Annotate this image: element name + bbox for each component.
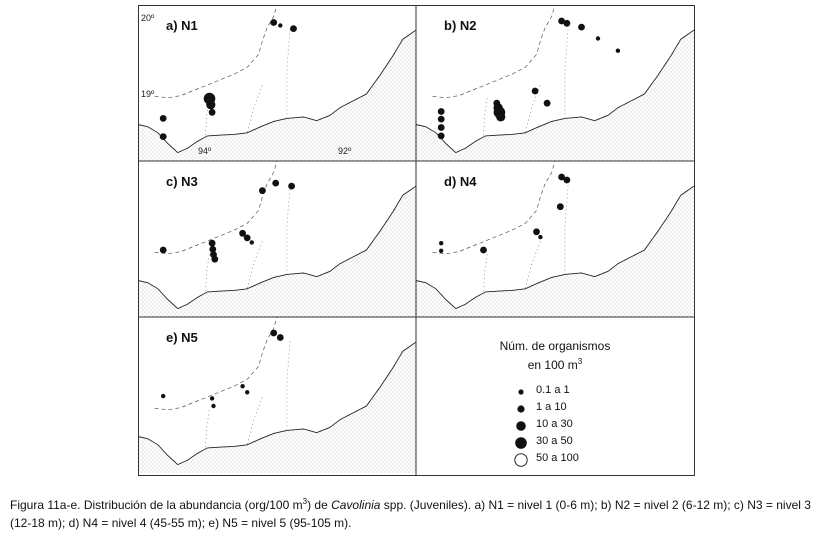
land-area <box>138 30 416 161</box>
legend-label: 0.1 a 1 <box>536 384 570 396</box>
panel-label: b) N2 <box>444 18 477 33</box>
station-marker <box>160 115 167 122</box>
station-marker <box>209 109 216 116</box>
station-marker <box>270 330 277 337</box>
legend-dot-large <box>514 436 528 450</box>
map-panel-n3 <box>138 161 416 317</box>
lon-label-92: 92º <box>338 146 352 156</box>
station-marker <box>538 235 542 239</box>
station-marker <box>259 187 266 194</box>
station-marker <box>438 124 445 131</box>
legend-label: 50 a 100 <box>536 452 579 464</box>
land-area <box>138 186 416 317</box>
station-marker <box>209 240 216 247</box>
legend <box>416 317 694 475</box>
station-marker <box>557 203 564 210</box>
transect-line <box>484 252 488 291</box>
caption-part1: Figura 11a-e. Distribución de la abundancia (org/100 m <box>10 498 303 512</box>
caption-part2: ) de <box>307 498 332 512</box>
lon-label-94: 94º <box>198 146 212 156</box>
station-marker <box>544 100 551 107</box>
land-area <box>416 186 694 317</box>
station-marker <box>288 183 295 190</box>
panel-label: a) N1 <box>166 18 198 33</box>
legend-title-line2 <box>416 354 694 373</box>
lat-label-20: 20º <box>141 13 155 23</box>
transect-line <box>287 28 290 119</box>
land-area <box>416 30 694 161</box>
map-panel-n4 <box>416 161 694 317</box>
station-marker <box>564 177 571 184</box>
caption-sup: 3 <box>302 497 308 506</box>
station-marker <box>161 394 165 398</box>
legend-dot-medium <box>514 419 528 433</box>
station-marker <box>439 249 443 253</box>
station-marker <box>578 24 585 31</box>
transect-line <box>206 252 210 291</box>
station-marker <box>278 23 282 27</box>
legend-label: 1 a 10 <box>536 401 567 413</box>
map-panel-n2 <box>416 5 694 161</box>
figure <box>138 5 694 475</box>
station-marker <box>244 235 251 242</box>
legend-dot-smallest <box>514 385 528 399</box>
station-marker <box>272 180 279 187</box>
station-marker <box>616 49 620 53</box>
legend-label: 30 a 50 <box>536 435 573 447</box>
legend-dot-small <box>514 402 528 416</box>
transect-line <box>287 340 290 431</box>
station-marker <box>438 116 445 123</box>
station-marker <box>211 256 218 263</box>
station-marker <box>496 112 505 121</box>
station-marker <box>160 133 167 140</box>
station-marker <box>277 334 284 341</box>
station-marker <box>438 108 445 115</box>
station-marker <box>206 100 215 109</box>
station-marker <box>211 404 215 408</box>
station-marker <box>270 19 277 26</box>
transect-line <box>565 184 568 275</box>
caption-genus: Cavolinia <box>331 498 381 512</box>
station-marker <box>250 240 254 244</box>
panel-label: c) N3 <box>166 174 198 189</box>
map-panel-n1 <box>138 5 416 161</box>
lat-label-19: 19º <box>141 89 155 99</box>
transect-line <box>287 184 290 275</box>
station-marker <box>290 25 297 32</box>
transect-line <box>565 28 568 119</box>
station-marker <box>533 228 540 235</box>
transect-line <box>247 241 262 288</box>
panel-label: e) N5 <box>166 330 198 345</box>
station-marker <box>438 133 445 140</box>
station-marker <box>160 247 167 254</box>
legend-label: 10 a 30 <box>536 418 573 430</box>
map-panel-n5 <box>138 317 416 473</box>
transect-line <box>484 96 488 135</box>
transect-line <box>247 85 262 132</box>
station-marker <box>439 241 443 245</box>
legend-title-line1: Núm. de organismos <box>499 339 611 353</box>
land-area <box>138 342 416 473</box>
station-marker <box>532 88 539 95</box>
legend-title-sup: 3 <box>577 357 583 366</box>
legend-title <box>416 339 694 373</box>
panel-label: d) N4 <box>444 174 477 189</box>
caption-part3: spp. (Juveniles). a) N1 = nivel 1 (0-6 m); b) N2 = nivel 2 (6-12 m); c) N3 = nivel 3 (12-18 m); d) N4 = nivel 4 (45-55 m); e) N5 = nivel 5 (95-105 m). <box>10 498 811 530</box>
station-marker <box>596 36 600 40</box>
transect-line <box>247 397 262 444</box>
legend-dot-largest-open <box>514 453 528 467</box>
figure-caption <box>10 493 822 532</box>
transect-line <box>206 408 210 447</box>
station-marker <box>245 390 249 394</box>
station-marker <box>240 384 244 388</box>
legend-title-unit: en 100 m <box>527 358 578 372</box>
transect-line <box>525 241 540 288</box>
station-marker <box>564 20 571 27</box>
station-marker <box>210 396 214 400</box>
station-marker <box>480 247 487 254</box>
